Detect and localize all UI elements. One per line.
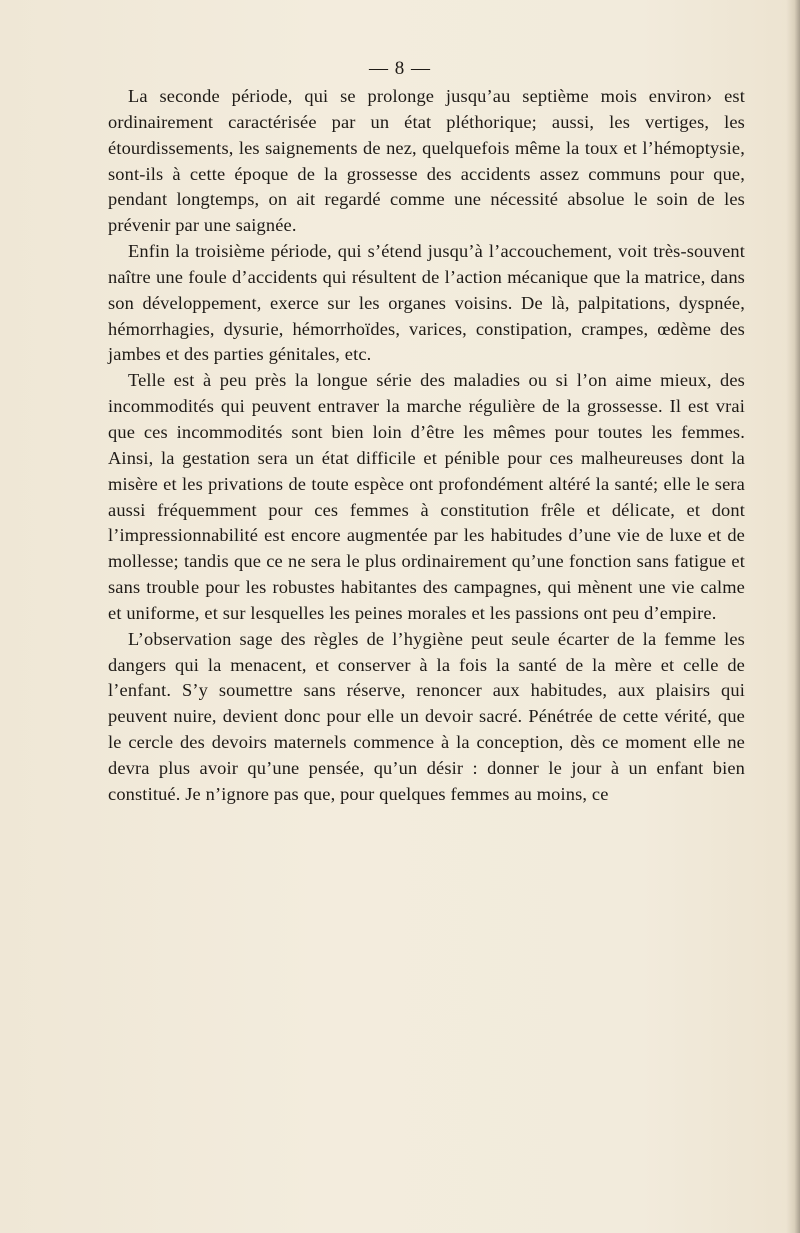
body-text bbox=[108, 84, 745, 808]
page-edge-shadow bbox=[786, 0, 800, 1233]
page-number: — 8 — bbox=[369, 58, 431, 79]
paragraph-4: L’observation sage des règles de l’hygiène peut seule écarter de la femme les dangers qui la menacent, et conserver à la fois la santé de la mère et celle de l’enfant. S’y soumettre sans réserve, renoncer aux habitudes, aux plaisirs qui peuvent nuire, devient donc pour elle un devoir sacré. Pénétrée de cette vérité, que le cercle des devoirs maternels commence à la conception, dès ce moment elle ne devra plus avoir qu’une pensée, qu’un désir : donner le jour à un enfant bien constitué. Je n’ignore pas que, pour quelques femmes au moins, ce bbox=[108, 628, 745, 804]
paragraph-3: Telle est à peu près la longue série des maladies ou si l’on aime mieux, des incommodités qui peuvent entraver la marche régulière de la grossesse. Il est vrai que ces incommodités sont bien loin d’être les mêmes pour toutes les femmes. Ainsi, la gestation sera un état difficile et pénible pour ces malheureuses dont la misère et les privations de toute espèce ont profondément altéré la santé; elle le sera aussi fréquemment pour ces femmes à constitution frêle et délicate, et dont l’impressionnabilité est encore augmentée par les habitudes d’une vie de luxe et de mollesse; tandis que ce ne sera le plus ordinairement qu’une fonction sans fatigue et sans trouble pour les robustes habitantes des campagnes, qui mènent une vie calme et uniforme, et sur lesquelles les peines morales et les passions ont peu d’empire. bbox=[108, 370, 745, 623]
paragraph-2: Enfin la troisième période, qui s’étend jusqu’à l’accouchement, voit très-souvent naître une foule d’accidents qui résultent de l’action mécanique que la matrice, dans son développement, exerce sur les organes voisins. De là, palpitations, dyspnée, hémorrhagies, dysurie, hémorrhoïdes, varices, constipation, crampes, œdème des jambes et des parties génitales, etc. bbox=[108, 241, 745, 365]
paragraph-1: La seconde période, qui se prolonge jusqu’au septième mois environ› est ordinairement caractérisée par un état pléthorique; aussi, les vertiges, les étourdissements, les saignements de nez, quelquefois même la toux et l’hémoptysie, sont-ils à cette époque de la grossesse des accidents assez communs pour que, pendant longtemps, on ait regardé comme une nécessité absolue le soin de les prévenir par une saignée. bbox=[108, 86, 745, 236]
